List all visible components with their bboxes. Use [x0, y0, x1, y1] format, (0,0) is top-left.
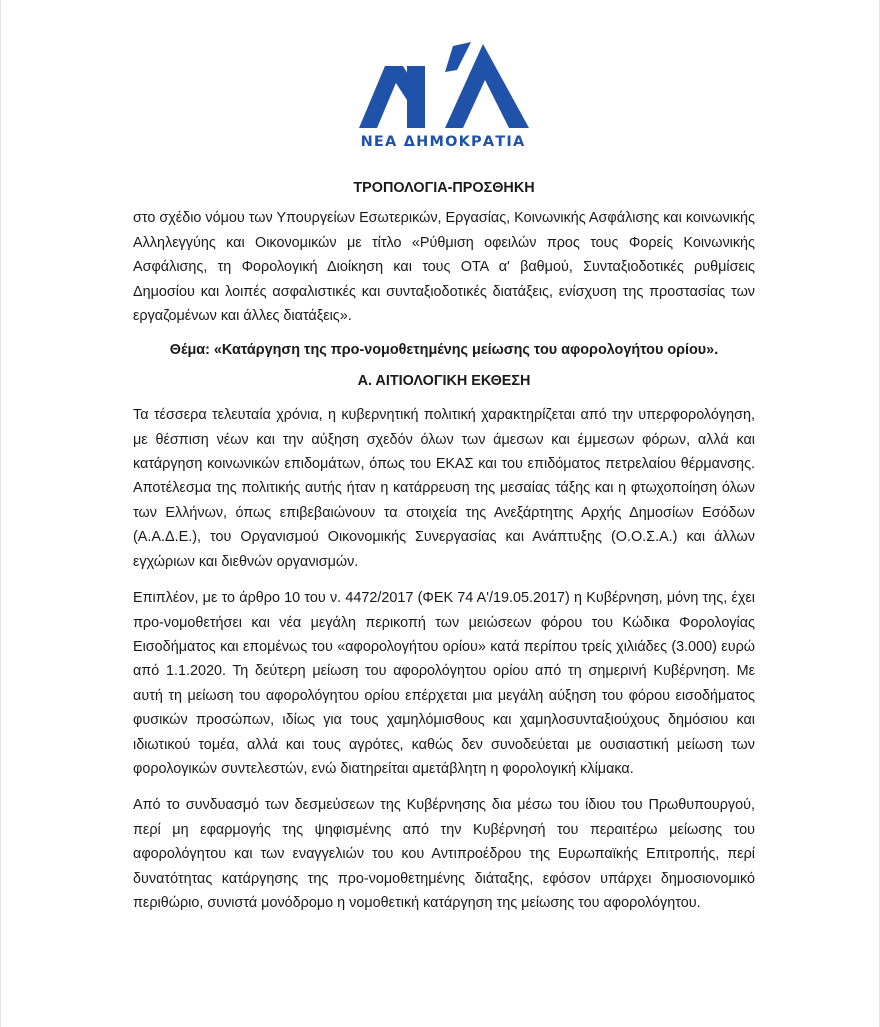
body-paragraph-1: Τα τέσσερα τελευταία χρόνια, η κυβερνητική πολιτική χαρακτηρίζεται από την υπερφορολόγηση, με θέσπιση νέων και την αύξηση σχεδόν όλων των άμεσων και έμμεσων φόρων, αλλά και κατάργηση κοινωνικών επιδομάτων, όπως του ΕΚΑΣ και του επιδόματος πετρελαίου θέρμανσης. Αποτέλεσμα της πολιτικής αυτής ήταν η κατάρρευση της μεσαίας τάξης και η φτωχοποίηση όλων των Ελλήνων, όπως επιβεβαιώνουν τα στοιχεία της Ανεξάρτητης Αρχής Δημοσίων Εσόδων (Α.Α.Δ.Ε.), του Οργανισμού Οικονομικής Συνεργασίας και Ανάπτυξης (Ο.Ο.Σ.Α.) και άλλων εγχώριων και διεθνών οργανισμών.	[133, 407, 755, 570]
body-paragraph-2: Επιπλέον, με το άρθρο 10 του ν. 4472/2017 (ΦΕΚ 74 Α'/19.05.2017) η Κυβέρνηση, μόνη της, έχει προ-νομοθετήσει και νέα μεγάλη περικοπή των μειώσεων φόρου του Κώδικα Φορολογίας Εισοδήματος και επομένως του «αφορολογήτου ορίου» κατά περίπου τρείς χιλιάδες (3.000) ευρώ από 1.1.2020. Τη δεύτερη μείωση του αφορολόγητου ορίου από τη σημερινή Κυβέρνηση. Με αυτή τη μείωση του αφορολόγητου ορίου επέρχεται μια μεγάλη αύξηση του φόρου εισοδήματος φυσικών προσώπων, ιδίως για τους χαμηλόμισθους και χαμηλοσυνταξιούχους δημόσιου και ιδιωτικού τομέα, αλλά και τους αγρότες, καθώς δεν συνοδεύεται με ουσιαστική μείωση των φορολογικών συντελεστών, ενώ διατηρείται αμετάβλητη η φορολογική κλίμακα.	[133, 590, 755, 777]
nd-emblem-icon	[353, 40, 533, 132]
subject-line: Θέμα: «Κατάργηση της προ-νομοθετημένης μείωσης του αφορολογήτου ορίου».	[169, 342, 719, 359]
document-body	[133, 176, 755, 915]
document-title: ΤΡΟΠΟΛΟΓΙΑ-ΠΡΟΣΘΗΚΗ	[353, 180, 535, 196]
intro-paragraph: στο σχέδιο νόμου των Υπουργείων Εσωτερικών, Εργασίας, Κοινωνικής Ασφάλισης και κοινωνικής Αλληλεγγύης και Οικονομικών με τίτλο «Ρύθμιση οφειλών προς τους Φορείς Κοινωνικής Ασφάλισης, τη Φορολογική Διοίκηση και τους ΟΤΑ α' βαθμού, Συνταξιοδοτικές ρυθμίσεις Δημοσίου και λοιπές ασφαλιστικές και συνταξιοδοτικές διατάξεις, ενίσχυση της προστασίας των εργαζομένων και άλλες διατάξεις».	[133, 210, 755, 325]
body-paragraph-3: Από το συνδυασμό των δεσμεύσεων της Κυβέρνησης δια μέσω του ίδιου του Πρωθυπουργού, περί μη εφαρμογής της ψηφισμένης από την Κυβέρνησή του περαιτέρω μείωσης του αφορολόγητου και των εναγγελιών του κου Αντιπροέδρου της Ευρωπαϊκής Επιτροπής, περί δυνατότητας κατάργησης της προ-νομοθετημένης διάταξης, εφόσον υπάρχει δημοσιονομικό περιθώριο, συνιστά μονόδρομο η νομοθετική κατάργηση της μείωσης του αφορολόγητου.	[133, 797, 755, 911]
party-name: ΝΕΑ ΔΗΜΟΚΡΑΤΙΑ	[360, 134, 526, 150]
section-heading: Α. ΑΙΤΙΟΛΟΓΙΚΗ ΕΚΘΕΣΗ	[357, 372, 531, 389]
party-logo	[353, 40, 533, 155]
